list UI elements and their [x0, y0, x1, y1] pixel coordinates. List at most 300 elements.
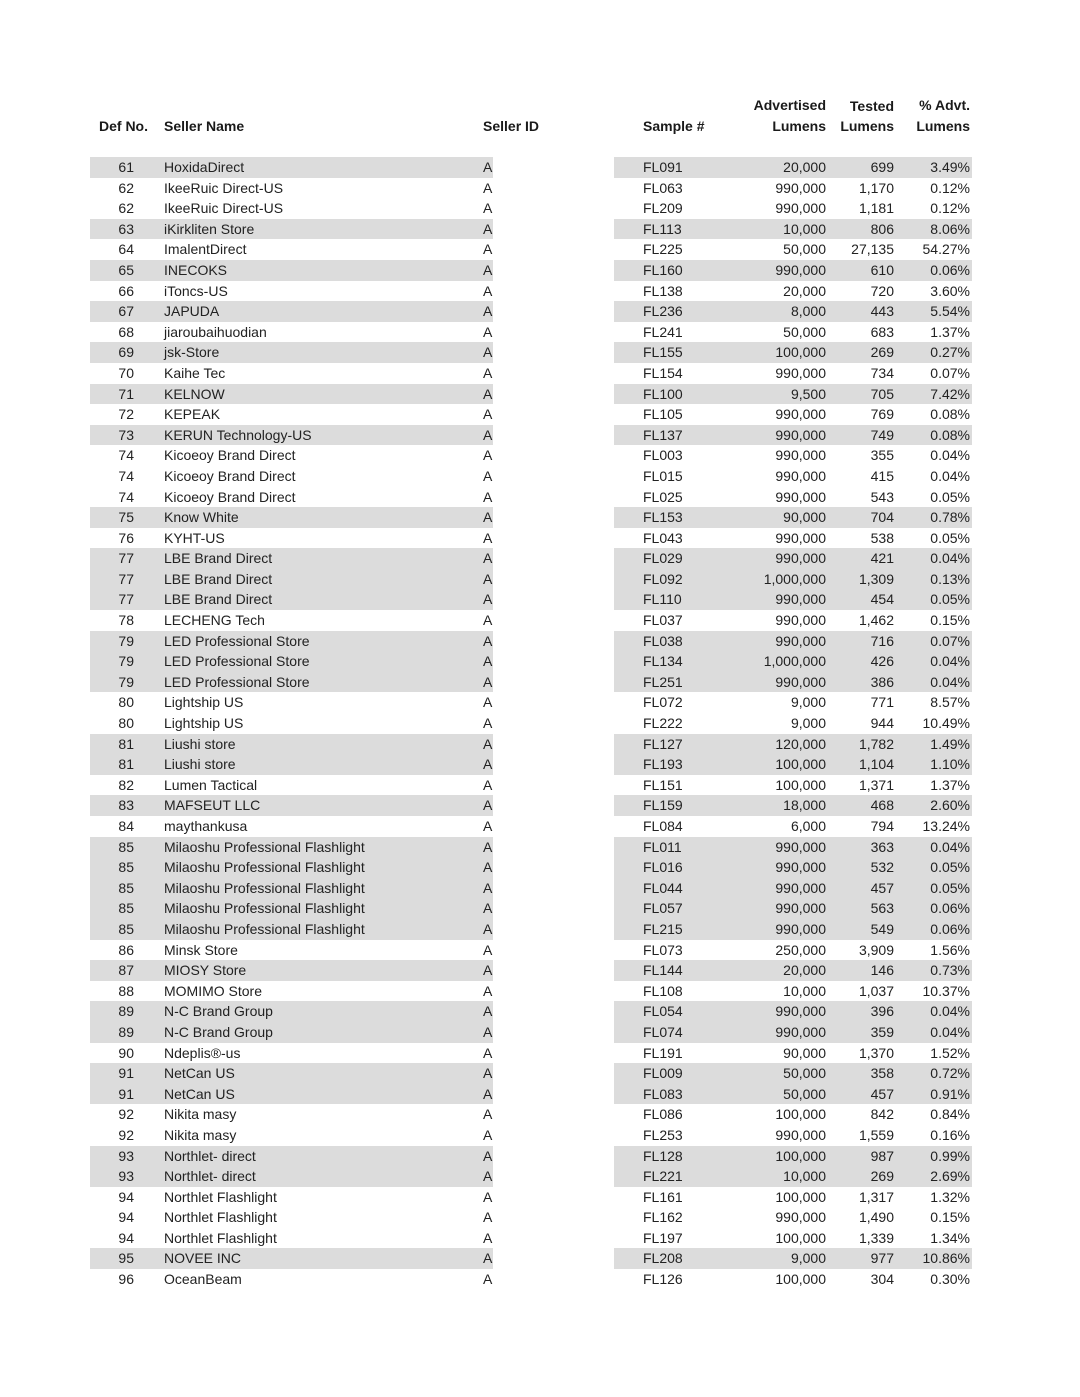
- row-band-left: [90, 260, 493, 281]
- table-row: [0, 1146, 1080, 1167]
- cell-def-no: 67: [118, 303, 134, 320]
- cell-seller-name: MIOSY Store: [164, 962, 247, 979]
- cell-advertised-lumens: 50,000: [783, 241, 826, 258]
- cell-pct-advertised: 0.05%: [930, 488, 970, 505]
- cell-def-no: 96: [118, 1271, 134, 1288]
- cell-def-no: 77: [118, 591, 134, 608]
- cell-sample: FL100: [643, 385, 683, 402]
- cell-tested-lumens: 794: [870, 818, 894, 834]
- cell-seller-id: A: [483, 1209, 493, 1226]
- cell-advertised-lumens: 990,000: [775, 879, 826, 896]
- cell-tested-lumens: 842: [870, 1106, 894, 1123]
- row-band-left: [90, 1001, 493, 1022]
- cell-seller-id: A: [483, 1044, 493, 1061]
- table-row: [0, 1228, 1080, 1249]
- cell-sample: FL011: [643, 838, 682, 855]
- cell-seller-name: LED Professional Store: [164, 632, 310, 649]
- cell-tested-lumens: 704: [870, 509, 894, 526]
- cell-def-no: 85: [118, 900, 134, 917]
- cell-tested-lumens: 987: [870, 1147, 894, 1164]
- cell-advertised-lumens: 990,000: [775, 529, 826, 546]
- cell-seller-id: A: [483, 447, 493, 464]
- row-band-left: [90, 1084, 493, 1105]
- cell-pct-advertised: 0.04%: [930, 838, 970, 855]
- cell-sample: FL134: [643, 653, 683, 670]
- row-band-left: [90, 363, 493, 384]
- cell-tested-lumens: 363: [870, 838, 894, 855]
- cell-def-no: 66: [118, 282, 134, 299]
- cell-pct-advertised: 0.07%: [930, 364, 970, 381]
- cell-def-no: 94: [118, 1209, 134, 1226]
- cell-seller-id: A: [483, 818, 493, 834]
- cell-sample: FL144: [643, 962, 683, 979]
- cell-tested-lumens: 716: [870, 632, 894, 649]
- cell-seller-name: Ndeplis®-us: [164, 1044, 241, 1061]
- cell-seller-id: A: [483, 982, 493, 999]
- cell-advertised-lumens: 10,000: [783, 982, 826, 999]
- cell-seller-id: A: [483, 323, 493, 340]
- cell-sample: FL074: [643, 1023, 683, 1040]
- cell-tested-lumens: 1,559: [858, 1126, 894, 1143]
- cell-advertised-lumens: 100,000: [775, 1229, 826, 1246]
- cell-sample: FL091: [643, 159, 683, 175]
- cell-sample: FL138: [643, 282, 683, 299]
- table-row: [0, 1001, 1080, 1022]
- table-row: [0, 425, 1080, 446]
- cell-def-no: 84: [118, 818, 134, 834]
- table-row: [0, 1043, 1080, 1064]
- cell-seller-name: IkeeRuic Direct-US: [164, 200, 284, 217]
- cell-advertised-lumens: 10,000: [783, 1168, 826, 1185]
- cell-def-no: 95: [118, 1250, 134, 1267]
- cell-advertised-lumens: 990,000: [775, 1003, 826, 1020]
- row-band-left: [90, 384, 493, 405]
- cell-seller-name: Kaihe Tec: [164, 364, 226, 381]
- row-band-left: [90, 1125, 493, 1146]
- cell-advertised-lumens: 100,000: [775, 756, 826, 773]
- cell-def-no: 85: [118, 879, 134, 896]
- row-band-left: [90, 198, 493, 219]
- cell-def-no: 73: [118, 426, 134, 443]
- cell-pct-advertised: 10.86%: [922, 1250, 970, 1267]
- cell-seller-id: A: [483, 570, 493, 587]
- cell-def-no: 82: [118, 776, 134, 793]
- cell-tested-lumens: 1,782: [858, 735, 894, 752]
- header-sample: Sample #: [643, 118, 705, 134]
- cell-tested-lumens: 977: [870, 1250, 894, 1267]
- cell-sample: FL044: [643, 879, 683, 896]
- cell-sample: FL197: [643, 1229, 683, 1246]
- cell-sample: FL057: [643, 900, 683, 917]
- table-row: [0, 1022, 1080, 1043]
- cell-tested-lumens: 415: [870, 467, 894, 484]
- cell-seller-id: A: [483, 920, 493, 937]
- cell-advertised-lumens: 990,000: [775, 920, 826, 937]
- cell-advertised-lumens: 20,000: [783, 282, 826, 299]
- cell-seller-id: A: [483, 1065, 493, 1082]
- cell-tested-lumens: 749: [870, 426, 894, 443]
- cell-def-no: 83: [118, 797, 134, 814]
- cell-seller-name: maythankusa: [164, 818, 248, 834]
- table-row: [0, 754, 1080, 775]
- row-band-left: [90, 548, 493, 569]
- cell-sample: FL127: [643, 735, 683, 752]
- cell-tested-lumens: 771: [870, 694, 894, 711]
- cell-seller-name: MAFSEUT LLC: [164, 797, 261, 814]
- cell-seller-id: A: [483, 1126, 493, 1143]
- row-band-left: [90, 754, 493, 775]
- cell-advertised-lumens: 990,000: [775, 859, 826, 876]
- cell-pct-advertised: 0.05%: [930, 591, 970, 608]
- table-row: [0, 219, 1080, 240]
- table-row: [0, 1269, 1080, 1290]
- cell-seller-name: NOVEE INC: [164, 1250, 242, 1267]
- table-row: [0, 713, 1080, 734]
- cell-sample: FL054: [643, 1003, 683, 1020]
- cell-advertised-lumens: 990,000: [775, 1023, 826, 1040]
- cell-sample: FL191: [643, 1044, 683, 1061]
- cell-sample: FL043: [643, 529, 683, 546]
- cell-def-no: 79: [118, 673, 134, 690]
- cell-advertised-lumens: 990,000: [775, 467, 826, 484]
- cell-sample: FL063: [643, 179, 683, 196]
- table-row: [0, 342, 1080, 363]
- cell-tested-lumens: 610: [870, 261, 894, 278]
- cell-seller-name: Milaoshu Professional Flashlight: [164, 900, 365, 917]
- cell-pct-advertised: 8.57%: [930, 694, 970, 711]
- cell-advertised-lumens: 990,000: [775, 673, 826, 690]
- table-row: [0, 301, 1080, 322]
- cell-seller-name: Liushi store: [164, 756, 236, 773]
- cell-def-no: 70: [118, 364, 134, 381]
- table-row: [0, 734, 1080, 755]
- table-row: [0, 528, 1080, 549]
- cell-tested-lumens: 1,170: [858, 179, 894, 196]
- table-row: [0, 672, 1080, 693]
- cell-seller-id: A: [483, 241, 493, 258]
- cell-advertised-lumens: 20,000: [783, 962, 826, 979]
- cell-seller-name: Milaoshu Professional Flashlight: [164, 920, 365, 937]
- cell-def-no: 94: [118, 1188, 134, 1205]
- cell-sample: FL208: [643, 1250, 683, 1267]
- table-row: [0, 363, 1080, 384]
- cell-sample: FL161: [643, 1188, 683, 1205]
- cell-pct-advertised: 2.60%: [930, 797, 970, 814]
- cell-pct-advertised: 0.06%: [930, 900, 970, 917]
- table-row: [0, 178, 1080, 199]
- table-row: [0, 651, 1080, 672]
- cell-advertised-lumens: 990,000: [775, 591, 826, 608]
- cell-pct-advertised: 0.06%: [930, 920, 970, 937]
- header-pct-line1: % Advt.: [919, 97, 970, 113]
- cell-tested-lumens: 538: [870, 529, 894, 546]
- row-band-left: [90, 528, 493, 549]
- cell-advertised-lumens: 120,000: [775, 735, 826, 752]
- cell-seller-id: A: [483, 962, 493, 979]
- cell-advertised-lumens: 9,000: [790, 694, 826, 711]
- cell-tested-lumens: 720: [870, 282, 894, 299]
- cell-seller-name: Lumen Tactical: [164, 776, 258, 793]
- cell-seller-name: NetCan US: [164, 1065, 235, 1082]
- table-row: [0, 1063, 1080, 1084]
- cell-seller-id: A: [483, 529, 493, 546]
- cell-sample: FL128: [643, 1147, 683, 1164]
- row-band-left: [90, 960, 493, 981]
- cell-advertised-lumens: 990,000: [775, 406, 826, 423]
- cell-tested-lumens: 1,339: [858, 1229, 894, 1246]
- cell-def-no: 87: [118, 962, 134, 979]
- cell-tested-lumens: 359: [870, 1023, 894, 1040]
- table-row: [0, 1166, 1080, 1187]
- cell-pct-advertised: 0.08%: [930, 406, 970, 423]
- cell-seller-id: A: [483, 900, 493, 917]
- cell-tested-lumens: 1,037: [858, 982, 894, 999]
- cell-tested-lumens: 532: [870, 859, 894, 876]
- cell-def-no: 93: [118, 1168, 134, 1185]
- table-row: [0, 878, 1080, 899]
- cell-tested-lumens: 1,371: [858, 776, 894, 793]
- cell-seller-name: JAPUDA: [164, 303, 220, 320]
- header-tested-line2: Lumens: [840, 118, 894, 134]
- table-row: [0, 919, 1080, 940]
- cell-advertised-lumens: 90,000: [783, 1044, 826, 1061]
- row-band-left: [90, 1063, 493, 1084]
- cell-seller-id: A: [483, 261, 493, 278]
- cell-tested-lumens: 269: [870, 344, 894, 361]
- cell-seller-name: OceanBeam: [164, 1271, 242, 1288]
- row-band-left: [90, 301, 493, 322]
- table-row: [0, 610, 1080, 631]
- row-band-left: [90, 342, 493, 363]
- table-row: [0, 857, 1080, 878]
- table-row: [0, 487, 1080, 508]
- cell-def-no: 85: [118, 859, 134, 876]
- cell-sample: FL221: [643, 1168, 683, 1185]
- cell-tested-lumens: 549: [870, 920, 894, 937]
- row-band-left: [90, 569, 493, 590]
- cell-advertised-lumens: 50,000: [783, 1065, 826, 1082]
- cell-seller-name: LECHENG Tech: [164, 612, 265, 629]
- cell-tested-lumens: 426: [870, 653, 894, 670]
- cell-def-no: 92: [118, 1106, 134, 1123]
- row-band-left: [90, 734, 493, 755]
- cell-def-no: 91: [118, 1085, 134, 1102]
- row-band-left: [90, 1228, 493, 1249]
- table-row: [0, 198, 1080, 219]
- cell-seller-name: Milaoshu Professional Flashlight: [164, 838, 365, 855]
- cell-seller-id: A: [483, 612, 493, 629]
- cell-tested-lumens: 3,909: [858, 941, 894, 958]
- row-band-left: [90, 322, 493, 343]
- row-band-left: [90, 1269, 493, 1290]
- cell-pct-advertised: 0.15%: [930, 612, 970, 629]
- row-band-left: [90, 713, 493, 734]
- cell-advertised-lumens: 100,000: [775, 1188, 826, 1205]
- row-band-left: [90, 816, 493, 837]
- cell-def-no: 72: [118, 406, 134, 423]
- cell-advertised-lumens: 990,000: [775, 1126, 826, 1143]
- cell-sample: FL160: [643, 261, 683, 278]
- cell-sample: FL225: [643, 241, 683, 258]
- cell-tested-lumens: 358: [870, 1065, 894, 1082]
- cell-pct-advertised: 0.04%: [930, 550, 970, 567]
- cell-seller-id: A: [483, 591, 493, 608]
- cell-advertised-lumens: 100,000: [775, 1271, 826, 1288]
- cell-tested-lumens: 1,309: [858, 570, 894, 587]
- cell-seller-name: Lightship US: [164, 715, 244, 732]
- cell-pct-advertised: 2.69%: [930, 1168, 970, 1185]
- cell-sample: FL154: [643, 364, 683, 381]
- table-row: [0, 631, 1080, 652]
- cell-pct-advertised: 0.08%: [930, 426, 970, 443]
- cell-def-no: 79: [118, 632, 134, 649]
- cell-sample: FL072: [643, 694, 683, 711]
- cell-seller-id: A: [483, 735, 493, 752]
- cell-pct-advertised: 1.34%: [930, 1229, 970, 1246]
- row-band-left: [90, 507, 493, 528]
- cell-def-no: 85: [118, 920, 134, 937]
- cell-sample: FL159: [643, 797, 683, 814]
- cell-advertised-lumens: 990,000: [775, 200, 826, 217]
- cell-advertised-lumens: 990,000: [775, 364, 826, 381]
- cell-def-no: 88: [118, 982, 134, 999]
- cell-seller-id: A: [483, 1147, 493, 1164]
- cell-advertised-lumens: 990,000: [775, 488, 826, 505]
- cell-seller-id: A: [483, 200, 493, 217]
- cell-advertised-lumens: 50,000: [783, 1085, 826, 1102]
- cell-tested-lumens: 1,181: [858, 200, 894, 217]
- cell-def-no: 74: [118, 467, 134, 484]
- table-row: [0, 260, 1080, 281]
- cell-sample: FL236: [643, 303, 683, 320]
- cell-seller-name: Kicoeoy Brand Direct: [164, 467, 296, 484]
- row-band-left: [90, 940, 493, 961]
- cell-def-no: 74: [118, 488, 134, 505]
- cell-pct-advertised: 1.49%: [930, 735, 970, 752]
- cell-tested-lumens: 543: [870, 488, 894, 505]
- cell-seller-name: KYHT-US: [164, 529, 225, 546]
- cell-def-no: 90: [118, 1044, 134, 1061]
- row-band-left: [90, 1187, 493, 1208]
- cell-seller-id: A: [483, 303, 493, 320]
- cell-pct-advertised: 0.05%: [930, 879, 970, 896]
- row-band-left: [90, 239, 493, 260]
- cell-def-no: 81: [118, 735, 134, 752]
- cell-seller-name: Know White: [164, 509, 239, 526]
- cell-tested-lumens: 683: [870, 323, 894, 340]
- cell-def-no: 61: [118, 159, 134, 175]
- cell-tested-lumens: 457: [870, 879, 894, 896]
- row-band-left: [90, 1166, 493, 1187]
- cell-tested-lumens: 1,317: [858, 1188, 894, 1205]
- cell-def-no: 79: [118, 653, 134, 670]
- cell-advertised-lumens: 990,000: [775, 261, 826, 278]
- cell-seller-name: LBE Brand Direct: [164, 570, 273, 587]
- cell-seller-id: A: [483, 364, 493, 381]
- cell-seller-name: jiaroubaihuodian: [164, 323, 267, 340]
- cell-seller-id: A: [483, 1106, 493, 1123]
- cell-seller-name: N-C Brand Group: [164, 1023, 273, 1040]
- table-row: [0, 404, 1080, 425]
- cell-def-no: 76: [118, 529, 134, 546]
- cell-seller-name: HoxidaDirect: [164, 159, 245, 175]
- cell-pct-advertised: 0.04%: [930, 447, 970, 464]
- cell-sample: FL137: [643, 426, 683, 443]
- cell-pct-advertised: 1.56%: [930, 941, 970, 958]
- cell-sample: FL193: [643, 756, 683, 773]
- cell-def-no: 71: [118, 385, 134, 402]
- cell-sample: FL155: [643, 344, 683, 361]
- cell-sample: FL209: [643, 200, 683, 217]
- cell-advertised-lumens: 9,000: [790, 715, 826, 732]
- cell-pct-advertised: 0.04%: [930, 673, 970, 690]
- header-tested-line1: Tested: [849, 98, 894, 114]
- cell-pct-advertised: 8.06%: [930, 220, 970, 237]
- cell-advertised-lumens: 990,000: [775, 1209, 826, 1226]
- cell-advertised-lumens: 6,000: [790, 818, 826, 834]
- cell-def-no: 94: [118, 1229, 134, 1246]
- cell-advertised-lumens: 250,000: [775, 941, 826, 958]
- table-body: [0, 157, 1080, 1290]
- cell-sample: FL016: [643, 859, 683, 876]
- cell-advertised-lumens: 9,500: [790, 385, 826, 402]
- table-row: [0, 589, 1080, 610]
- row-band-left: [90, 795, 493, 816]
- cell-seller-id: A: [483, 879, 493, 896]
- row-band-left: [90, 219, 493, 240]
- cell-pct-advertised: 0.84%: [930, 1106, 970, 1123]
- cell-tested-lumens: 421: [870, 550, 894, 567]
- cell-sample: FL105: [643, 406, 683, 423]
- cell-pct-advertised: 0.78%: [930, 509, 970, 526]
- cell-seller-name: LED Professional Store: [164, 653, 310, 670]
- cell-def-no: 77: [118, 570, 134, 587]
- row-band-left: [90, 178, 493, 199]
- table-row: [0, 507, 1080, 528]
- cell-pct-advertised: 0.27%: [930, 344, 970, 361]
- row-band-left: [90, 1248, 493, 1269]
- cell-seller-id: A: [483, 1023, 493, 1040]
- cell-tested-lumens: 1,462: [858, 612, 894, 629]
- cell-seller-id: A: [483, 653, 493, 670]
- table-row: [0, 940, 1080, 961]
- cell-def-no: 63: [118, 220, 134, 237]
- cell-pct-advertised: 0.73%: [930, 962, 970, 979]
- cell-seller-name: Nikita masy: [164, 1126, 237, 1143]
- row-band-left: [90, 775, 493, 796]
- cell-def-no: 81: [118, 756, 134, 773]
- cell-advertised-lumens: 990,000: [775, 179, 826, 196]
- row-band-left: [90, 981, 493, 1002]
- cell-pct-advertised: 10.49%: [922, 715, 970, 732]
- cell-pct-advertised: 0.72%: [930, 1065, 970, 1082]
- cell-sample: FL092: [643, 570, 683, 587]
- cell-def-no: 75: [118, 509, 134, 526]
- table-row: [0, 281, 1080, 302]
- cell-sample: FL086: [643, 1106, 683, 1123]
- cell-sample: FL108: [643, 982, 683, 999]
- cell-tested-lumens: 1,490: [858, 1209, 894, 1226]
- cell-sample: FL162: [643, 1209, 683, 1226]
- cell-tested-lumens: 468: [870, 797, 894, 814]
- cell-tested-lumens: 769: [870, 406, 894, 423]
- cell-pct-advertised: 0.05%: [930, 859, 970, 876]
- cell-sample: FL015: [643, 467, 683, 484]
- cell-seller-id: A: [483, 1003, 493, 1020]
- table-row: [0, 548, 1080, 569]
- cell-advertised-lumens: 100,000: [775, 1147, 826, 1164]
- cell-seller-name: LBE Brand Direct: [164, 591, 273, 608]
